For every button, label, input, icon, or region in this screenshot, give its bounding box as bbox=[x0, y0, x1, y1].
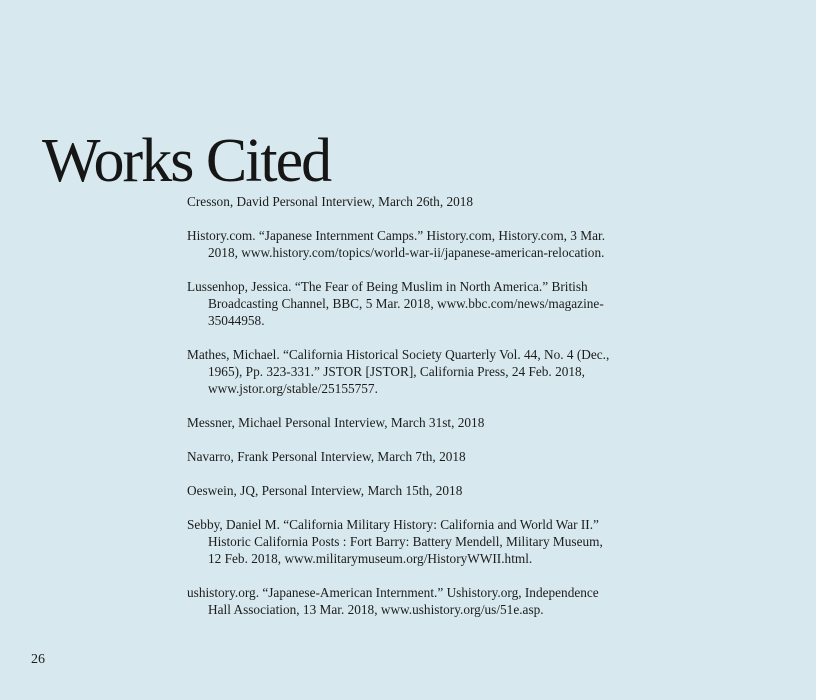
citation-entry: Lussenhop, Jessica. “The Fear of Being Muslim in North America.” British Broadcasting Channel, BBC, 5 Mar. 2018, www.bbc.com/news/magazine-35044958. bbox=[187, 279, 604, 328]
citation-entry: History.com. “Japanese Internment Camps.” History.com, History.com, 3 Mar. 2018, www.history.com/topics/world-war-ii/japanese-american-relocation. bbox=[187, 228, 606, 260]
citation-entry: Sebby, Daniel M. “California Military History: California and World War II.” Historic California Posts : Fort Barry: Battery Mendell, Military Museum, 12 Feb. 2018, www.militarymuseum.org/HistoryWWII.html. bbox=[187, 517, 603, 566]
citation-entry: Oeswein, JQ, Personal Interview, March 15th, 2018 bbox=[187, 483, 463, 498]
citation-entry: Navarro, Frank Personal Interview, March 7th, 2018 bbox=[187, 449, 466, 464]
page-number: 26 bbox=[31, 652, 45, 667]
citation-entry: Mathes, Michael. “California Historical Society Quarterly Vol. 44, No. 4 (Dec., 1965), Pp. 323-331.” JSTOR [JSTOR], California Press, 24 Feb. 2018, www.jstor.org/stable/25155757. bbox=[187, 347, 610, 396]
page-title: Works Cited bbox=[42, 127, 331, 195]
citation-entry: ushistory.org. “Japanese-American Internment.” Ushistory.org, Independence Hall Association, 13 Mar. 2018, www.ushistory.org/us/51e.asp. bbox=[187, 585, 599, 617]
citation-entry: Cresson, David Personal Interview, March 26th, 2018 bbox=[187, 194, 474, 209]
works-cited-list bbox=[187, 193, 617, 635]
citation-entry: Messner, Michael Personal Interview, March 31st, 2018 bbox=[187, 415, 485, 430]
